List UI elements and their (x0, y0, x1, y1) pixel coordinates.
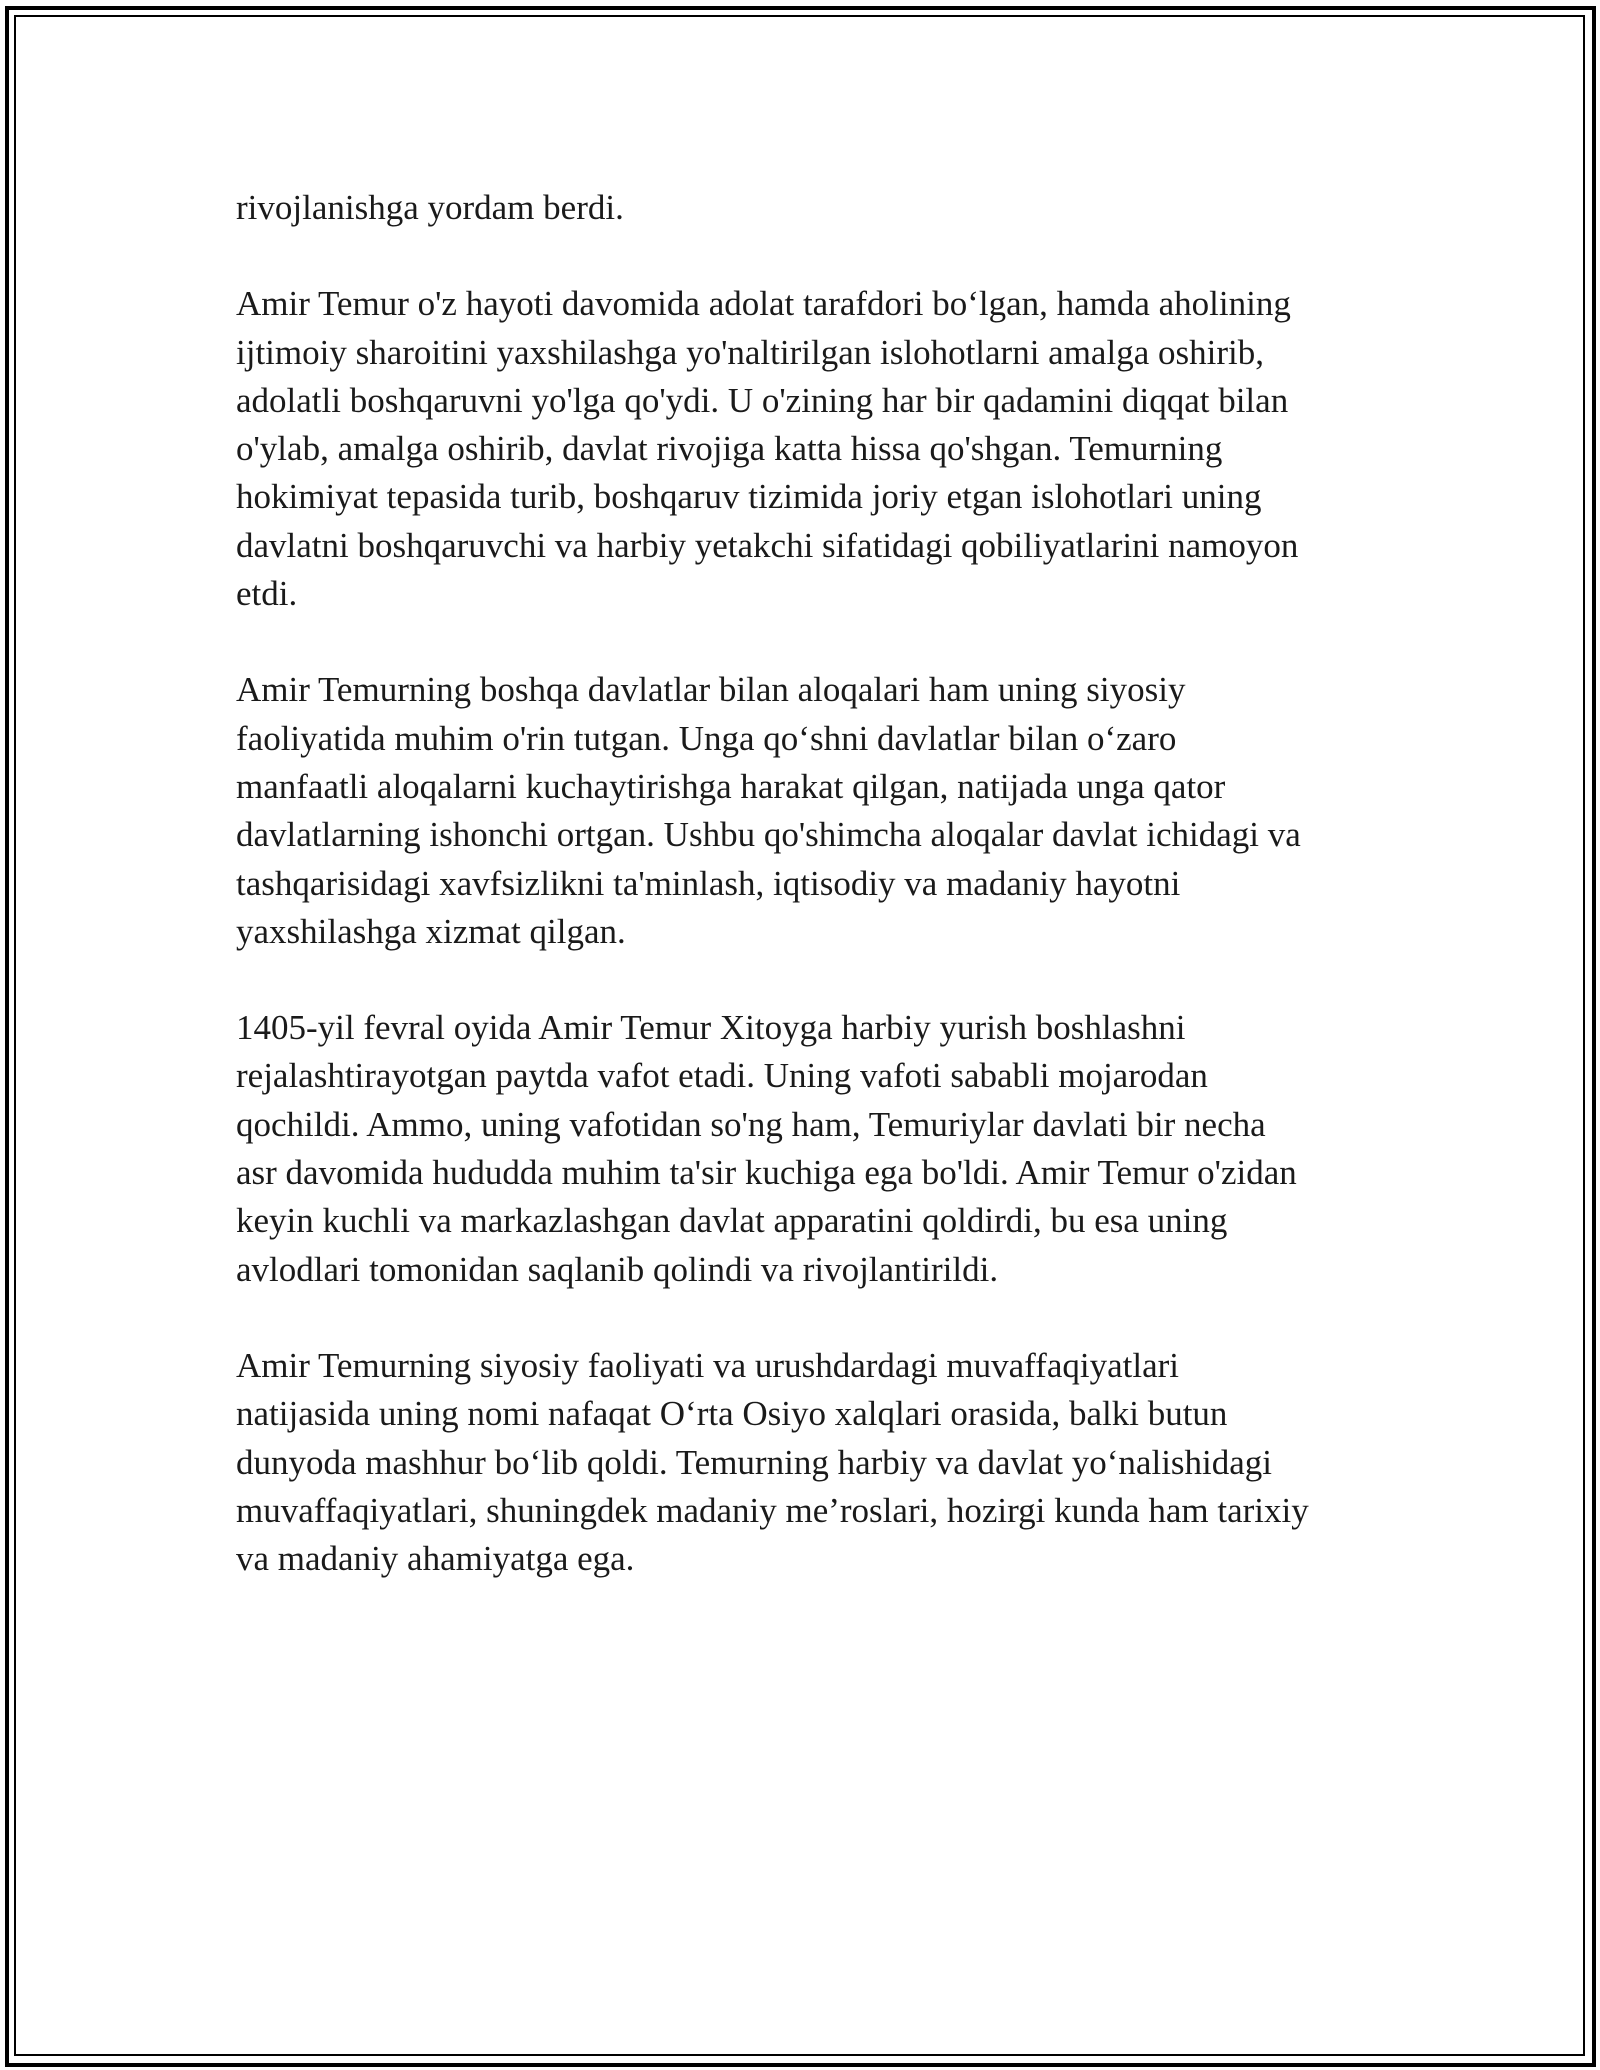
paragraph-5: Amir Temurning siyosiy faoliyati va urushdardagi muvaffaqiyatlari natijasida uning nomi nafaqat O‘rta Osiyo xalqlari orasida, balki butun dunyoda mashhur bo‘lib qoldi. Temurning harbiy va davlat yo‘nalishidagi muvaffaqiyatlari, shuningdek madaniy me’roslari, hozirgi kunda ham tarixiy va madaniy ahamiyatga ega. (236, 1345, 1309, 1579)
page-body (236, 184, 1371, 1631)
paragraph-2: Amir Temur o'z hayoti davomida adolat tarafdori bo‘lgan, hamda aholining ijtimoiy sharoitini yaxshilashga yo'naltirilgan islohotlarni amalga oshirib, adolatli boshqaruvni yo'lga qo'ydi. U o'zining har bir qadamini diqqat bilan o'ylab, amalga oshirib, davlat rivojiga katta hissa qo'shgan. Temurning hokimiyat tepasida turib, boshqaruv tizimida joriy etgan islohotlari uning davlatni boshqaruvchi va harbiy yetakchi sifatidagi qobiliyatlarini namoyon etdi. (236, 284, 1299, 614)
paragraph-4: 1405-yil fevral oyida Amir Temur Xitoyga harbiy yurish boshlashni rejalashtirayotgan paytda vafot etadi. Uning vafoti sababli mojarodan qochildi. Ammo, uning vafotidan so'ng ham, Temuriylar davlati bir necha asr davomida hududda muhim ta'sir kuchiga ega bo'ldi. Amir Temur o'zidan keyin kuchli va markazlashgan davlat apparatini qoldirdi, bu esa uning avlodlari tomonidan saqlanib qolindi va rivojlantirildi. (236, 1008, 1297, 1289)
paragraph-3: Amir Temurning boshqa davlatlar bilan aloqalari ham uning siyosiy faoliyatida muhim o'rin tutgan. Unga qo‘shni davlatlar bilan o‘zaro manfaatli aloqalarni kuchaytirishga harakat qilgan, natijada unga qator davlatlarning ishonchi ortgan. Ushbu qo'shimcha aloqalar davlat ichidagi va tashqarisidagi xavfsizlikni ta'minlash, iqtisodiy va madaniy hayotni yaxshilashga xizmat qilgan. (236, 670, 1301, 951)
paragraph-1: rivojlanishga yordam berdi. (236, 188, 624, 227)
